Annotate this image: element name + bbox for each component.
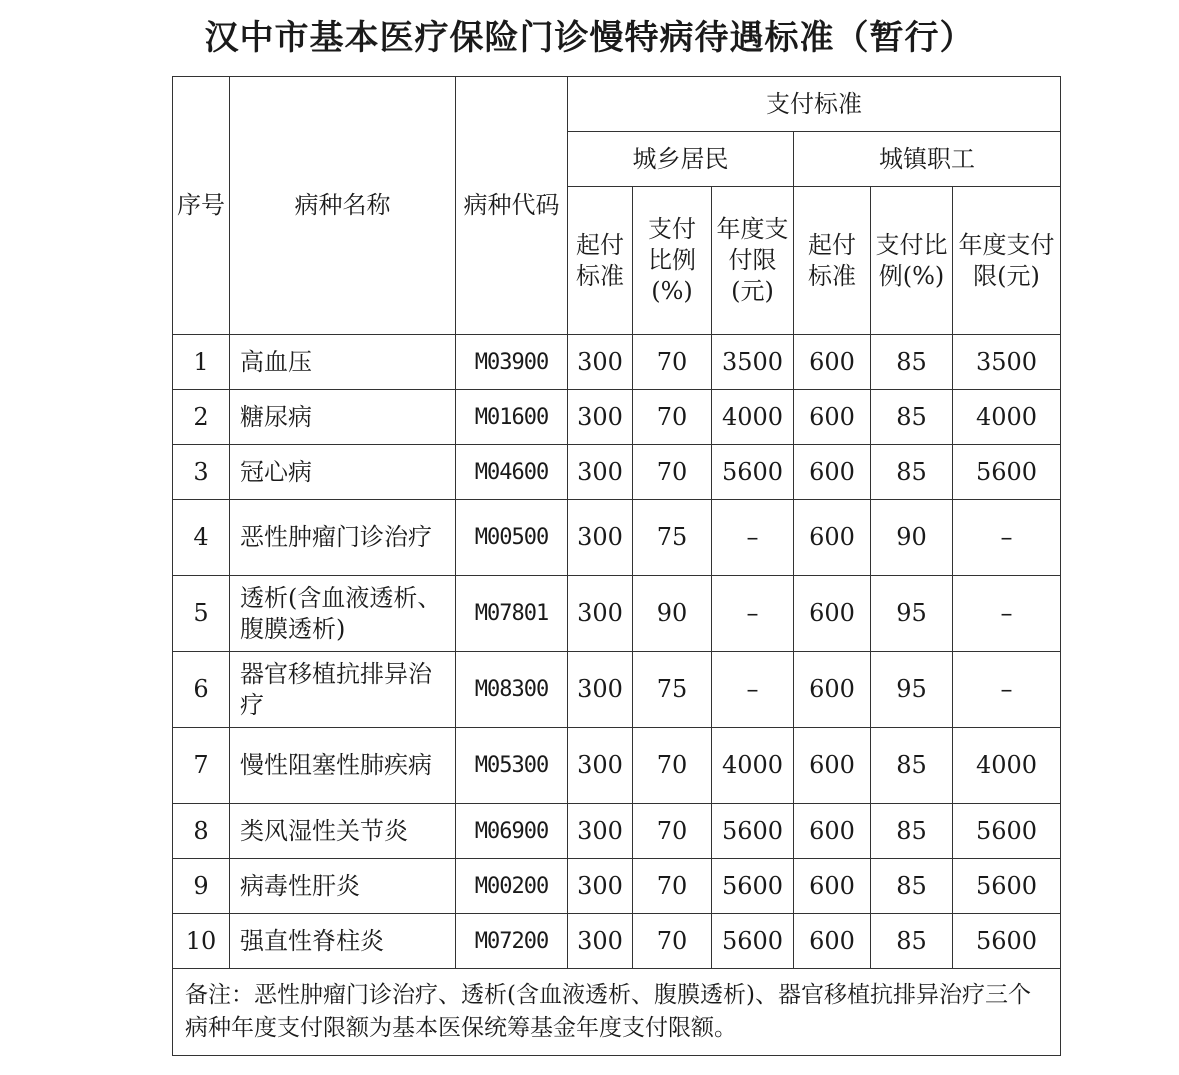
row-disease-code: M05300 (456, 728, 568, 804)
row-employees-limit: 5600 (953, 804, 1061, 859)
row-employees-start: 600 (794, 335, 871, 390)
row-residents-ratio: 75 (633, 652, 712, 728)
table-row (173, 728, 1061, 804)
row-employees-start: 600 (794, 804, 871, 859)
row-disease-name: 恶性肿瘤门诊治疗 (230, 500, 456, 576)
row-disease-name: 糖尿病 (230, 390, 456, 445)
row-employees-start: 600 (794, 390, 871, 445)
row-residents-start: 300 (568, 652, 633, 728)
row-employees-ratio: 95 (871, 652, 953, 728)
row-employees-start: 600 (794, 445, 871, 500)
row-residents-start: 300 (568, 576, 633, 652)
header-residents-ratio: 支付比例(%) (633, 187, 712, 335)
row-employees-ratio: 85 (871, 804, 953, 859)
row-residents-ratio: 70 (633, 914, 712, 969)
row-residents-limit: 5600 (712, 804, 794, 859)
row-disease-name: 病毒性肝炎 (230, 859, 456, 914)
header-rural-urban-residents: 城乡居民 (568, 132, 794, 187)
row-seq: 6 (173, 652, 230, 728)
row-employees-limit: 4000 (953, 390, 1061, 445)
row-disease-name: 器官移植抗排异治疗 (230, 652, 456, 728)
row-seq: 2 (173, 390, 230, 445)
note-row (173, 969, 1061, 1056)
row-residents-start: 300 (568, 728, 633, 804)
row-employees-start: 600 (794, 914, 871, 969)
row-residents-limit: 5600 (712, 914, 794, 969)
row-seq: 8 (173, 804, 230, 859)
header-employees-ratio: 支付比例(%) (871, 187, 953, 335)
row-residents-limit: 5600 (712, 445, 794, 500)
row-residents-ratio: 70 (633, 859, 712, 914)
row-employees-limit: – (953, 500, 1061, 576)
row-residents-limit: 4000 (712, 390, 794, 445)
header-residents-limit: 年度支付限(元) (712, 187, 794, 335)
row-residents-start: 300 (568, 859, 633, 914)
header-disease-name: 病种名称 (230, 77, 456, 335)
row-seq: 4 (173, 500, 230, 576)
row-residents-start: 300 (568, 445, 633, 500)
row-employees-ratio: 85 (871, 914, 953, 969)
row-disease-code: M01600 (456, 390, 568, 445)
row-disease-code: M08300 (456, 652, 568, 728)
row-employees-start: 600 (794, 859, 871, 914)
row-employees-limit: – (953, 576, 1061, 652)
row-residents-ratio: 70 (633, 335, 712, 390)
row-employees-limit: 4000 (953, 728, 1061, 804)
header-disease-code: 病种代码 (456, 77, 568, 335)
table-row (173, 390, 1061, 445)
row-seq: 7 (173, 728, 230, 804)
header-urban-employees: 城镇职工 (794, 132, 1061, 187)
row-disease-name: 透析(含血液透析、腹膜透析) (230, 576, 456, 652)
table-row (173, 500, 1061, 576)
row-residents-ratio: 70 (633, 390, 712, 445)
treatment-standards-table (172, 76, 1061, 1056)
header-residents-start: 起付标准 (568, 187, 633, 335)
row-seq: 1 (173, 335, 230, 390)
header-employees-limit: 年度支付限(元) (953, 187, 1061, 335)
document-title: 汉中市基本医疗保险门诊慢特病待遇标准（暂行） (204, 18, 975, 58)
row-employees-start: 600 (794, 652, 871, 728)
row-disease-code: M03900 (456, 335, 568, 390)
row-disease-name: 冠心病 (230, 445, 456, 500)
table-row (173, 859, 1061, 914)
table-row (173, 652, 1061, 728)
row-seq: 5 (173, 576, 230, 652)
table-row (173, 445, 1061, 500)
header-employees-start: 起付标准 (794, 187, 871, 335)
row-residents-start: 300 (568, 335, 633, 390)
row-residents-limit: 4000 (712, 728, 794, 804)
row-residents-limit: – (712, 500, 794, 576)
row-disease-name: 慢性阻塞性肺疾病 (230, 728, 456, 804)
row-employees-limit: 3500 (953, 335, 1061, 390)
header-seq: 序号 (173, 77, 230, 335)
row-disease-code: M06900 (456, 804, 568, 859)
row-residents-start: 300 (568, 390, 633, 445)
row-residents-ratio: 70 (633, 728, 712, 804)
table-row (173, 914, 1061, 969)
row-employees-limit: 5600 (953, 914, 1061, 969)
row-employees-ratio: 90 (871, 500, 953, 576)
table-row (173, 804, 1061, 859)
row-disease-code: M00200 (456, 859, 568, 914)
row-disease-name: 强直性脊柱炎 (230, 914, 456, 969)
row-residents-limit: – (712, 652, 794, 728)
row-disease-code: M00500 (456, 500, 568, 576)
row-employees-ratio: 85 (871, 445, 953, 500)
row-residents-start: 300 (568, 500, 633, 576)
row-employees-start: 600 (794, 728, 871, 804)
row-disease-code: M07801 (456, 576, 568, 652)
row-employees-limit: 5600 (953, 445, 1061, 500)
row-employees-ratio: 85 (871, 728, 953, 804)
row-residents-ratio: 70 (633, 445, 712, 500)
row-employees-ratio: 85 (871, 335, 953, 390)
header-pay-standard: 支付标准 (568, 77, 1061, 132)
row-employees-limit: 5600 (953, 859, 1061, 914)
row-disease-name: 高血压 (230, 335, 456, 390)
row-seq: 9 (173, 859, 230, 914)
row-employees-start: 600 (794, 576, 871, 652)
row-employees-ratio: 85 (871, 390, 953, 445)
row-residents-start: 300 (568, 804, 633, 859)
table-row (173, 335, 1061, 390)
row-residents-limit: – (712, 576, 794, 652)
row-employees-ratio: 95 (871, 576, 953, 652)
row-residents-ratio: 90 (633, 576, 712, 652)
row-employees-start: 600 (794, 500, 871, 576)
row-residents-ratio: 70 (633, 804, 712, 859)
row-seq: 3 (173, 445, 230, 500)
row-residents-limit: 5600 (712, 859, 794, 914)
row-disease-code: M07200 (456, 914, 568, 969)
row-residents-start: 300 (568, 914, 633, 969)
row-employees-limit: – (953, 652, 1061, 728)
table-row (173, 576, 1061, 652)
row-employees-ratio: 85 (871, 859, 953, 914)
row-disease-name: 类风湿性关节炎 (230, 804, 456, 859)
row-disease-code: M04600 (456, 445, 568, 500)
row-seq: 10 (173, 914, 230, 969)
row-residents-ratio: 75 (633, 500, 712, 576)
table-note: 备注：恶性肿瘤门诊治疗、透析(含血液透析、腹膜透析)、器官移植抗排异治疗三个病种年度支付限额为基本医保统筹基金年度支付限额。 (173, 969, 1061, 1056)
row-residents-limit: 3500 (712, 335, 794, 390)
